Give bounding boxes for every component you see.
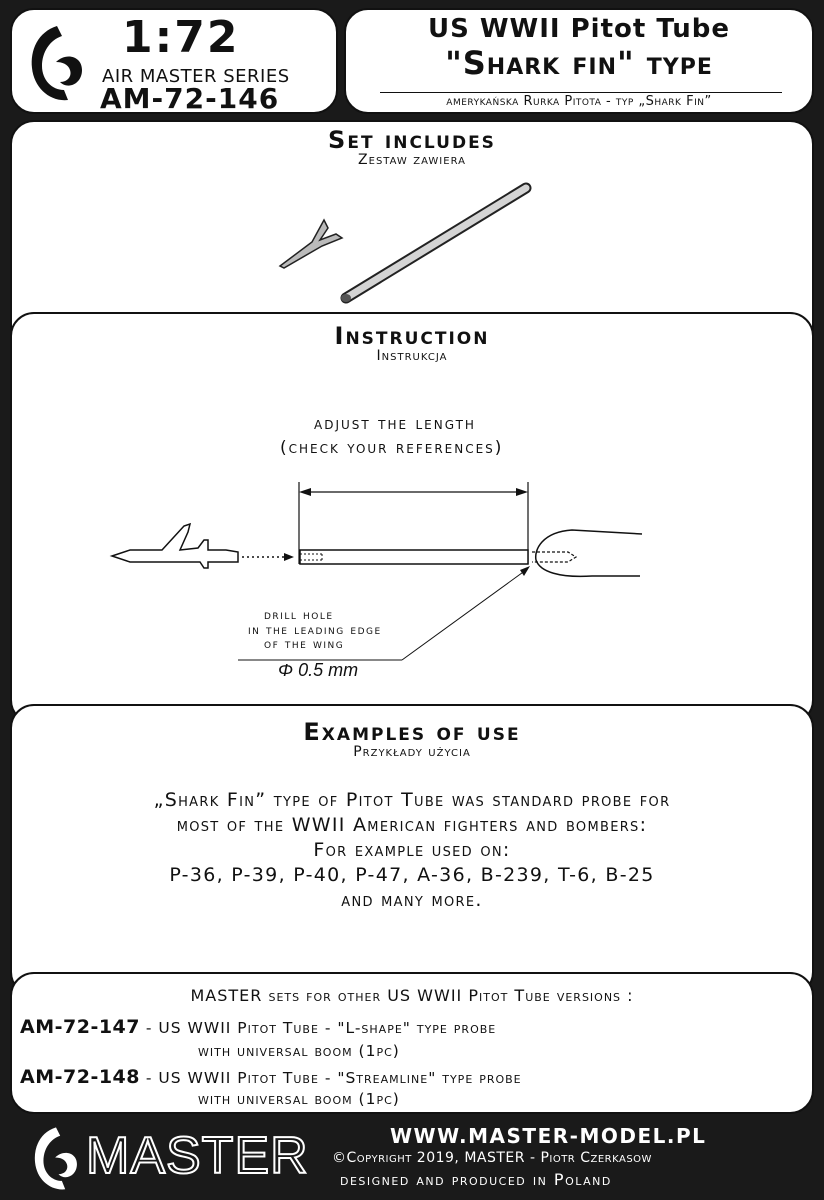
other-set-row xyxy=(20,1016,496,1038)
header-right-panel xyxy=(344,8,814,114)
master-footer-logo-icon xyxy=(30,1124,82,1196)
examples-line-3: For example used on: xyxy=(313,839,511,861)
adjust-length-text: adjust the length xyxy=(314,414,476,434)
title-line1: US WWII Pitot Tube xyxy=(427,14,731,44)
other-set-row xyxy=(20,1066,522,1088)
examples-line-4: P-36, P-39, P-40, P-47, A-36, B-239, T-6, B-25 xyxy=(169,864,655,886)
other-set-desc2: with universal boom (1pc) xyxy=(198,1042,400,1060)
subtitle-pl: amerykańska Rurka Pitota - typ „Shark Fin” xyxy=(446,94,712,109)
footer xyxy=(0,1118,824,1200)
other-set-code: AM-72-148 xyxy=(20,1066,140,1088)
footer-brand: MASTER xyxy=(86,1127,309,1185)
of-the-wing-text: of the wing xyxy=(264,637,345,652)
instruction-heading: Instruction xyxy=(334,322,490,350)
footer-copyright: ©Copyright 2019, MASTER - Piotr Czerkasow xyxy=(332,1150,652,1166)
series-label: AIR MASTER SERIES xyxy=(102,66,290,87)
instruction-heading-pl: Instrukcja xyxy=(376,348,448,364)
set-heading: Set includes xyxy=(328,126,496,154)
examples-line-2: most of the WWII American fighters and bombers: xyxy=(176,814,648,836)
master-logo-icon xyxy=(26,22,88,108)
instruction-panel xyxy=(10,312,814,724)
examples-line-5: and many more. xyxy=(341,889,483,911)
shark-fin-part-icon xyxy=(280,220,342,268)
drill-hole-text: drill hole xyxy=(264,608,334,623)
title-line2: "Shark fin" type xyxy=(445,44,713,82)
header-left-panel xyxy=(10,8,338,114)
tube-icon xyxy=(300,550,528,564)
examples-heading-pl: Przykłady użycia xyxy=(353,744,471,760)
examples-line-1: „Shark Fin” type of Pitot Tube was standard probe for xyxy=(153,789,671,811)
other-set-desc2: with universal boom (1pc) xyxy=(198,1090,400,1108)
examples-heading: Examples of use xyxy=(303,718,521,746)
other-set-desc: - US WWII Pitot Tube - "L-shape" type probe xyxy=(139,1019,497,1037)
tube-part-icon xyxy=(341,188,526,302)
other-sets-heading: MASTER sets for other US WWII Pitot Tube versions : xyxy=(190,986,634,1005)
instruction-diagram xyxy=(12,314,812,724)
shark-fin-probe-icon xyxy=(112,524,238,568)
footer-url: WWW.MASTER-MODEL.PL xyxy=(390,1124,707,1148)
footer-produced: designed and produced in Poland xyxy=(340,1170,612,1189)
other-set-code: AM-72-147 xyxy=(20,1016,140,1038)
wing-icon xyxy=(532,530,642,576)
title-divider xyxy=(380,92,782,93)
scale-label: 1:72 xyxy=(122,12,240,63)
diameter-text: Φ 0.5 mm xyxy=(278,660,359,680)
other-sets-panel xyxy=(10,972,814,1114)
other-set-desc: - US WWII Pitot Tube - "Streamline" type probe xyxy=(139,1069,522,1087)
insert-arrow-icon xyxy=(242,553,294,561)
check-references-text: (check your references) xyxy=(280,438,504,458)
leading-edge-text: in the leading edge xyxy=(248,623,382,638)
examples-panel xyxy=(10,704,814,996)
set-heading-pl: Zestaw zawiera xyxy=(358,152,466,168)
product-code: AM-72-146 xyxy=(100,82,280,115)
